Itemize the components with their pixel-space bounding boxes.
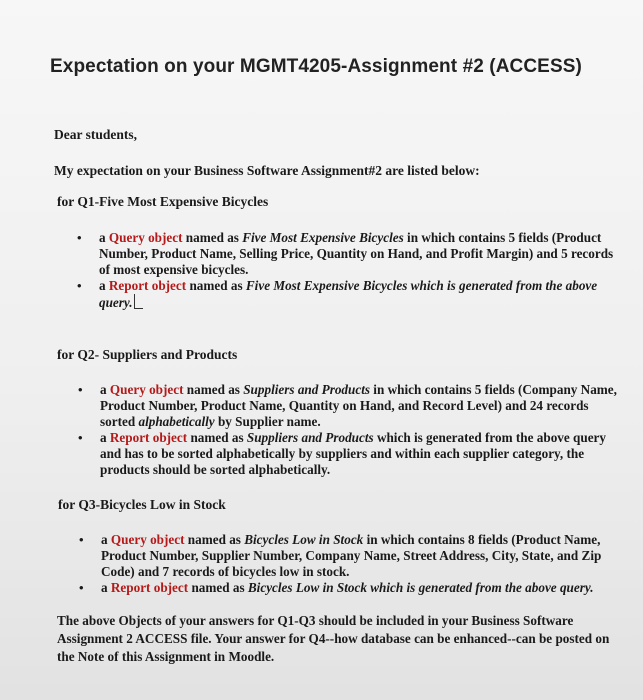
item-text: a — [100, 430, 110, 445]
object-name: Five Most Expensive Bicycles — [242, 230, 404, 245]
item-text: a — [101, 580, 111, 595]
item-text: which is generated from the above query and has to be sorted alphabetically by suppliers and within each supplier category, the products should be sorted alphabetically. — [100, 430, 607, 477]
object-type: Query object — [109, 382, 184, 397]
q2-list — [78, 382, 620, 478]
object-name: Suppliers and Products — [243, 382, 370, 397]
object-type: Report object — [109, 430, 188, 445]
object-name: Five Most Expensive Bicycles which is generated from the above query. — [99, 278, 598, 310]
item-text: named as — [184, 532, 245, 547]
list-item — [78, 430, 620, 478]
object-name: Bicycles Low in Stock — [244, 532, 364, 547]
emphasis: alphabetically — [138, 414, 215, 429]
list-item — [78, 382, 620, 430]
page-title: Expectation on your MGMT4205-Assignment #2 (ACCESS) — [50, 56, 582, 77]
item-text: a — [99, 230, 109, 245]
item-text: in which contains 5 fields (Company Name, Product Number, Product Name, Quantity on Hand, and Record Level) and 24 records sorted — [100, 382, 617, 429]
item-text: a — [100, 382, 110, 397]
bullet-icon: • — [77, 278, 82, 293]
item-text: named as — [186, 278, 246, 293]
item-text: named as — [187, 430, 247, 445]
item-text: in which contains 8 fields (Product Name, Product Number, Supplier Number, Company Name, Street Address, City, State, and Zip Code) and 7 records of bicycles low in stock. — [101, 532, 602, 579]
text-cursor-icon — [134, 294, 143, 309]
item-text: in which contains 5 fields (Product Number, Product Name, Selling Price, Quantity on Hand, and Profit Margin) and 5 records of most expensive bicycles. — [99, 230, 614, 277]
list-item — [77, 230, 619, 278]
object-type: Query object — [108, 230, 183, 245]
greeting: Dear students, — [54, 127, 138, 142]
bullet-icon: • — [79, 580, 84, 595]
list-item — [77, 278, 619, 311]
q1-list — [77, 230, 619, 311]
object-type: Report object — [108, 278, 187, 293]
object-name: Bicycles Low in Stock which is generated from the above query. — [247, 580, 594, 595]
object-type: Query object — [110, 532, 185, 547]
bullet-icon: • — [78, 430, 83, 445]
bullet-icon: • — [79, 532, 84, 547]
list-item — [79, 532, 623, 580]
q2-heading: for Q2- Suppliers and Products — [57, 347, 238, 362]
object-name: Suppliers and Products — [246, 430, 374, 445]
item-text: named as — [183, 382, 244, 397]
list-item — [79, 580, 623, 596]
q1-heading: for Q1-Five Most Expensive Bicycles — [57, 194, 269, 209]
closing-paragraph: The above Objects of your answers for Q1-Q3 should be included in your Business Software Assignment 2 ACCESS file. Your answer for Q4--how database can be enhanced--can be posted on the Note of this Assignment in Moodle. — [57, 613, 610, 664]
q3-list — [79, 532, 623, 596]
item-text: named as — [182, 230, 243, 245]
item-text: a — [101, 532, 111, 547]
intro-text: My expectation on your Business Software Assignment#2 are listed below: — [54, 163, 480, 178]
item-text: a — [99, 278, 109, 293]
object-type: Report object — [110, 580, 189, 595]
bullet-icon: • — [78, 382, 83, 397]
item-text: named as — [188, 580, 248, 595]
q3-heading: for Q3-Bicycles Low in Stock — [58, 497, 226, 512]
item-text: by Supplier name. — [214, 414, 321, 429]
bullet-icon: • — [77, 230, 82, 245]
